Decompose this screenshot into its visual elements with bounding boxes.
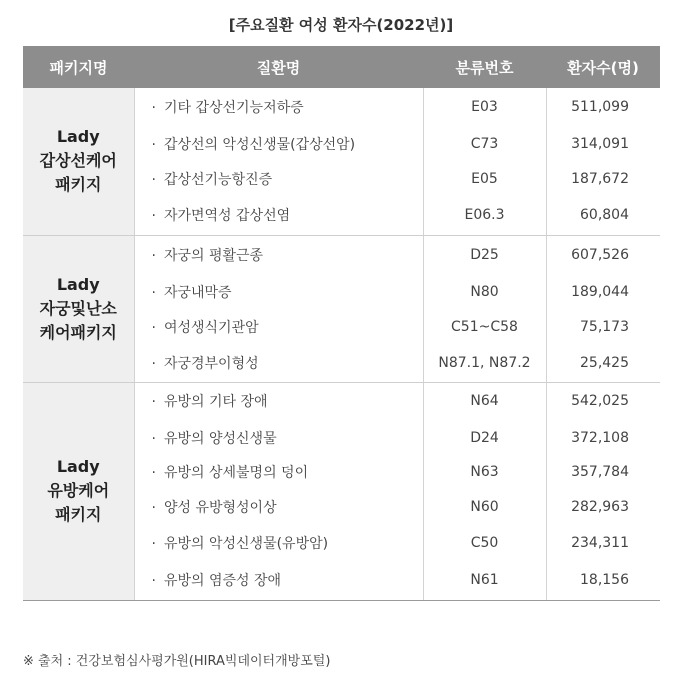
table-body <box>23 88 660 600</box>
code-cell: N80 <box>423 275 546 309</box>
package-name-line: 자궁및난소 <box>39 298 117 318</box>
patients-cell: 75,173 <box>580 318 629 335</box>
bullet-icon: · <box>151 572 156 589</box>
code-cell: E05 <box>423 161 546 196</box>
package-name-line: Lady <box>56 274 100 294</box>
package-name-line: 갑상선케어 <box>39 151 117 171</box>
disease-name: 여성생식기관암 <box>163 319 259 336</box>
code-cell: N87.1, N87.2 <box>423 344 546 382</box>
code-cell: E06.3 <box>423 196 546 235</box>
bullet-icon: · <box>151 394 156 411</box>
table-row <box>23 88 660 126</box>
disease-name: 유방의 염증성 장애 <box>163 572 282 589</box>
bullet-icon: · <box>151 248 156 265</box>
disease-cell <box>134 489 423 525</box>
package-name <box>23 382 134 600</box>
package-name-line: Lady <box>56 457 100 476</box>
patient-table <box>23 46 660 601</box>
source-note: ※ 출처 : 건강보험심사평가원(HIRA빅데이터개방포털) <box>23 654 331 669</box>
disease-name: 자궁의 평활근종 <box>163 248 264 265</box>
disease-cell <box>134 309 423 344</box>
disease-cell <box>134 161 423 196</box>
code-cell: C73 <box>423 126 546 161</box>
patients-cell: 60,804 <box>546 196 660 235</box>
table-title: [주요질환 여성 환자수(2022년)] <box>228 16 454 34</box>
code-cell: C50 <box>423 525 546 560</box>
patients-cell: 314,091 <box>571 135 629 152</box>
disease-name: 유방의 악성신생물(유방암) <box>163 535 329 552</box>
bullet-icon: · <box>151 319 156 336</box>
table-row <box>23 235 660 275</box>
bullet-icon: · <box>151 100 156 116</box>
package-name-line: Lady <box>56 127 100 147</box>
header-code: 분류번호 <box>423 46 546 88</box>
patients-cell: 357,784 <box>571 464 629 480</box>
patients-cell: 18,156 <box>546 560 660 600</box>
patients-cell: 25,425 <box>546 344 660 382</box>
bullet-icon: · <box>151 465 156 481</box>
header-patients: 환자수(명) <box>546 46 660 88</box>
bullet-icon: · <box>151 500 156 516</box>
disease-name: 자가면역성 갑상선염 <box>163 208 291 225</box>
disease-name: 기타 갑상선기능저하증 <box>163 100 304 116</box>
disease-cell <box>134 235 423 275</box>
code-cell: N60 <box>423 489 546 525</box>
bullet-icon: · <box>151 285 156 301</box>
disease-cell <box>134 560 423 600</box>
code-cell: D25 <box>423 235 546 275</box>
disease-cell <box>134 344 423 382</box>
disease-cell <box>134 525 423 560</box>
bullet-icon: · <box>151 171 156 188</box>
disease-cell <box>134 196 423 235</box>
code-cell: E03 <box>423 88 546 126</box>
disease-name: 유방의 양성신생물 <box>163 430 277 447</box>
code-cell: C51~C58 <box>423 309 546 344</box>
bullet-icon: · <box>151 535 156 552</box>
bullet-icon: · <box>151 355 156 372</box>
patients-cell: 234,311 <box>571 534 629 551</box>
patients-cell: 282,963 <box>571 499 629 515</box>
header-disease: 질환명 <box>134 46 423 88</box>
disease-name: 유방의 기타 장애 <box>163 394 268 411</box>
package-name-line: 유방케어 <box>47 481 110 500</box>
patients-cell: 542,025 <box>571 393 629 410</box>
patients-cell: 511,099 <box>571 99 629 115</box>
header-row <box>23 46 660 88</box>
disease-cell <box>134 88 423 126</box>
patients-cell: 189,044 <box>571 284 629 300</box>
disease-name: 자궁경부이형성 <box>163 355 259 372</box>
header-package: 패키지명 <box>23 46 134 88</box>
patients-cell: 607,526 <box>571 247 629 264</box>
disease-cell <box>134 382 423 420</box>
disease-cell <box>134 455 423 489</box>
code-cell: N61 <box>423 560 546 600</box>
package-name <box>23 88 134 235</box>
disease-name: 양성 유방형성이상 <box>163 500 277 516</box>
bullet-icon: · <box>151 208 156 225</box>
table-row <box>23 382 660 420</box>
patients-cell: 187,672 <box>571 170 629 187</box>
bullet-icon: · <box>151 136 156 153</box>
code-cell: N63 <box>423 455 546 489</box>
package-name-line: 케어패키지 <box>39 322 117 342</box>
package-name-line: 패키지 <box>55 175 102 195</box>
disease-cell <box>134 275 423 309</box>
disease-name: 자궁내막증 <box>163 285 232 301</box>
disease-name: 유방의 상세불명의 덩이 <box>163 465 309 481</box>
disease-cell <box>134 420 423 455</box>
code-cell: N64 <box>423 382 546 420</box>
code-cell: D24 <box>423 420 546 455</box>
bullet-icon: · <box>151 430 156 447</box>
patients-cell: 372,108 <box>571 429 629 446</box>
package-name <box>23 235 134 382</box>
disease-cell <box>134 126 423 161</box>
package-name-line: 패키지 <box>55 505 102 524</box>
disease-name: 갑상선의 악성신생물(갑상선암) <box>163 136 356 153</box>
disease-name: 갑상선기능항진증 <box>163 171 273 188</box>
